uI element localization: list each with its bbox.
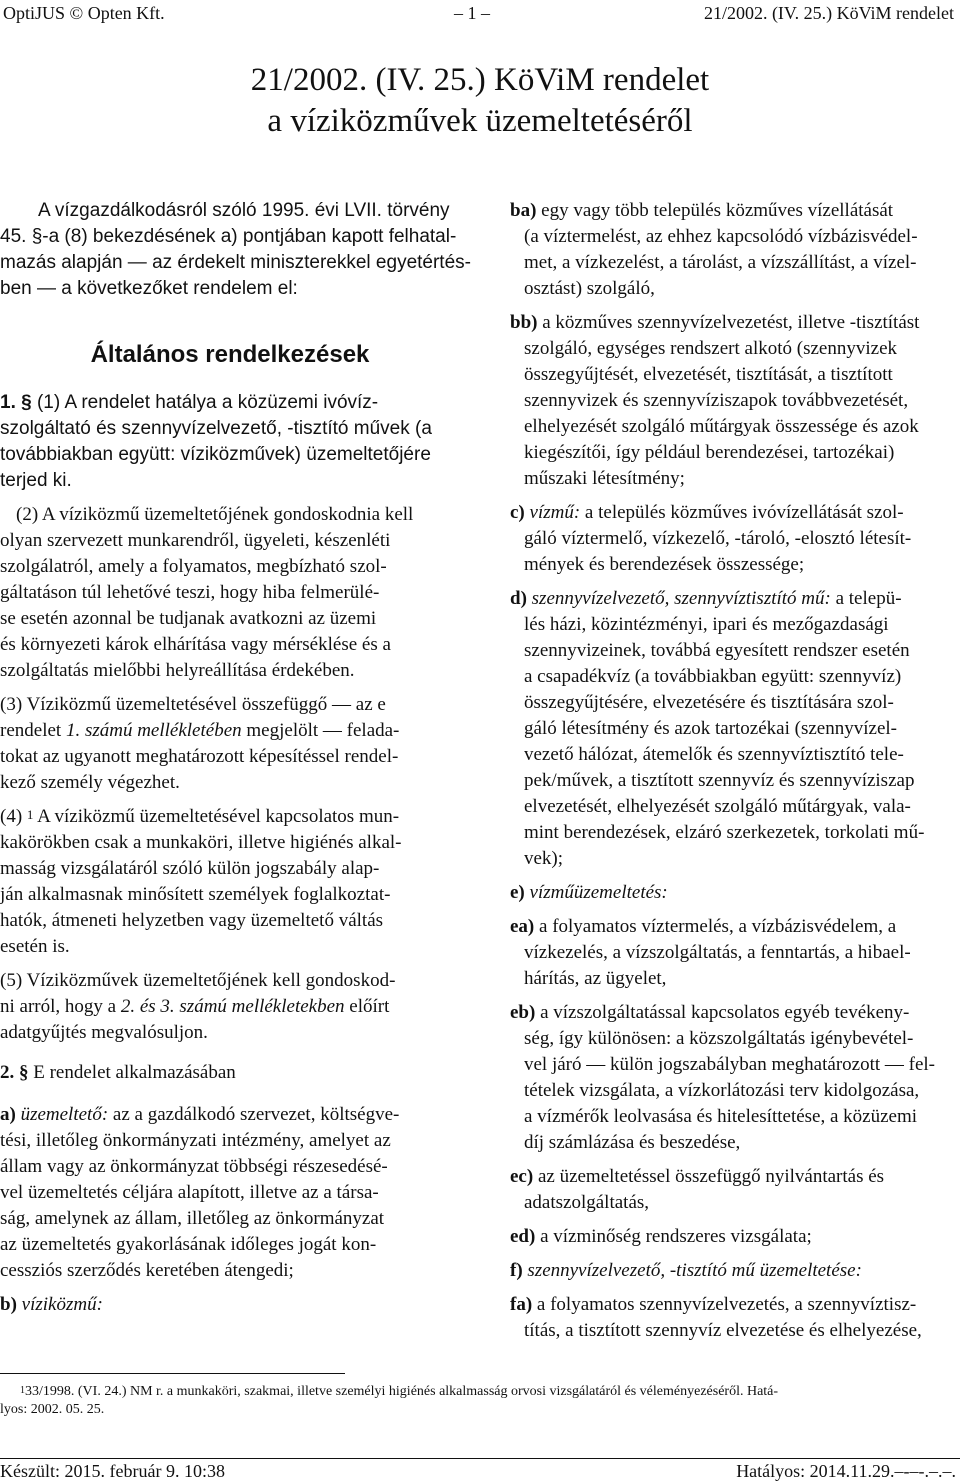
footnote: $^1$33/1998. (VI. 24.) NM r. a munkaköri, szakmai, illetve személyi higiénés alkalmasság orvosi vizsgálatáról és véleményezéséről. Hatá- lyos: 2002. 05. 25. <box>0 1384 779 1417</box>
defined-term: víziközmű: <box>21 1294 103 1315</box>
footer-rule <box>0 1458 960 1459</box>
definition-e: e) vízműüzemeltetés: <box>510 882 668 903</box>
footer-effective: Hatályos: 2014.11.29.–-–-.–.–. <box>736 1461 956 1481</box>
footnote-rule <box>0 1373 345 1374</box>
definition-c: c) vízmű: a település közműves ivóvízellátását szol- gáló víztermelő, vízkezelő, -tároló, -elosztó létesít- mények és berendezések összessége; <box>510 502 912 575</box>
footnote-marker[interactable]: 1 <box>26 807 34 822</box>
paragraph-1: 1. § (1) A rendelet hatálya a közüzemi ivóvíz- szolgáltató és szennyvízelvezető, -tisztító művek (a továbbiakban együtt: víziközművek) üzemeltetőjére terjed ki. <box>0 392 432 491</box>
defined-term: szennyvízelvezető, szennyvíztisztító mű: <box>531 588 831 609</box>
annex-reference: 1. számú mellékletében <box>65 720 242 741</box>
definition-eb: eb) a vízszolgáltatással kapcsolatos egyéb tevékeny- ség, így különösen: a közszolgáltatás igénybevétel- vel járó — külön jogszabályban meghatározott — fel- tételek vizsgálata, a vízkorlátozási terv kidolgozása, a vízmérők leolvasása és hitelesíttetése, a közüzemi díj számlázása és beszedése, <box>510 1002 936 1153</box>
paragraph-2: (2) A víziközmű üzemeltetőjének gondoskodnia kell olyan szervezett munkarendről, ügyeleti, készenléti szolgálatról, amely a folyamatos, megbízható szol- gáltatáson túl lehetővé teszi, hogy hiba felmerülé- se esetén azonnal be tudjanak avatkozni az üzemi és környezeti károk elhárítása vagy mérséklése és a szolgáltatás mielőbbi helyreállítása érdekében. <box>0 504 414 681</box>
definition-fa: fa) a folyamatos szennyvízelvezetés, a szennyvíztisz- títás, a tisztított szennyvíz elvezetése és elhelyezése, <box>510 1294 922 1341</box>
defined-term: vízmű: <box>529 502 581 523</box>
paragraph-4: (4) $^1$ A víziközmű üzemeltetésével kapcsolatos mun- kakörökben csak a munkaköri, illetve higiénés alkal- masság vizsgálatáról szóló külön jogszabály alap- ján alkalmasnak minősített személyek foglalkoztat- hatók, átmeneti helyzetben vagy üzemeltető váltás esetén is. <box>0 806 402 957</box>
footer-created: Készült: 2015. február 9. 10:38 <box>0 1461 225 1481</box>
left-column <box>0 198 471 1318</box>
definition-ea: ea) a folyamatos víztermelés, a vízbázisvédelem, a vízkezelés, a vízszolgáltatás, a fenntartás, a hibael- hárítás, az ügyelet, <box>510 916 911 989</box>
section-heading: Általános rendelkezések <box>90 341 370 368</box>
header-doc-title: 21/2002. (IV. 25.) KöViM rendelet <box>703 3 954 23</box>
paragraph-6: 2. § E rendelet alkalmazásában <box>0 1062 236 1083</box>
defined-term: szennyvízelvezető, -tisztító mű üzemeltetése: <box>527 1260 862 1281</box>
definition-ba: ba) egy vagy több település közműves vízellátását (a víztermelést, az ehhez kapcsolódó vízbázisvédel- met, a vízkezelést, a tárolást, a vízszállítást, a vízel- osztást) szolgáló, <box>510 200 918 299</box>
section-number-2: 2. § <box>0 1062 29 1083</box>
definition-ed: ed) a vízminőség rendszeres vizsgálata; <box>510 1226 812 1247</box>
annex-reference: 2. és 3. számú mellékletekben <box>120 996 345 1017</box>
definition-ec: ec) az üzemeltetéssel összefüggő nyilvántartás és adatszolgáltatás, <box>510 1166 885 1213</box>
section-number-1: 1. § <box>0 392 32 413</box>
defined-term: üzemeltető: <box>20 1104 109 1125</box>
definition-bb: bb) a közműves szennyvízelvezetést, illetve -tisztítást szolgáló, egységes rendszert alkotó (szennyvizek összegyűjtését, elvezetését, tisztítását, a tisztított szennyvizek és szennyvíziszapok továbbvezetését, elhelyezését szolgáló műtárgyak összessége és azok kiegészítői, így például berendezései, tartozékai) műszaki létesítmény; <box>510 312 920 489</box>
definition-f: f) szennyvízelvezető, -tisztító mű üzemeltetése: <box>510 1260 862 1281</box>
paragraph-3: (3) Víziközmű üzemeltetésével összefüggő — az e rendelet 1. számú mellékletében megjelölt — felada- tokat az ugyanott meghatározott képesítéssel rendel- kező személy végezhet. <box>0 694 400 793</box>
preamble: A vízgazdálkodásról szóló 1995. évi LVII. törvény 45. §-a (8) bekezdésének a) pontjában kapott felhatal- mazás alapján — az érdekelt miniszterekkel egyetértés- ben — a következőket rendelem el: <box>0 200 471 299</box>
right-column <box>510 198 960 1344</box>
definition-a: a) üzemeltető: az a gazdálkodó szervezet, költségve- tési, illetőleg önkormányzati intézmény, amelyet az állam vagy az önkormányzat többségi részesedésé- vel üzemeltetés céljára alapított, illetve az a társa- ság, amelynek az állam, illetőleg az önkormányzat az üzemeltetés gyakorlásának időleges jogát kon- cessziós szerződés keretében átengedi; <box>0 1104 400 1281</box>
document-title: 21/2002. (IV. 25.) KöViM rendelet <box>250 62 710 98</box>
document-subtitle: a víziközművek üzemeltetéséről <box>267 103 693 139</box>
defined-term: vízműüzemeltetés: <box>529 882 668 903</box>
footnote-number: 1 <box>20 1385 25 1396</box>
header-source: OptiJUS © Opten Kft. <box>3 3 165 23</box>
definition-b: b) víziközmű: <box>0 1294 103 1315</box>
paragraph-5: (5) Víziközművek üzemeltetőjének kell gondoskod- ni arról, hogy a 2. és 3. számú mellékletekben előírt adatgyűjtés megvalósuljon. <box>0 970 396 1043</box>
definition-d: d) szennyvízelvezető, szennyvíztisztító mű: a telepü- lés házi, közintézményi, ipari és mezőgazdasági szennyvizeinek, továbbá egyesített rendszer esetén a csapadékvíz (a továbbiakban együtt: szennyvíz) összegyűjtésére, elvezetésére és tisztítására szol- gáló létesítmény és azok tartozékai (szennyvízel- vezető hálózat, átemelők és szennyvíztisztító tele- pek/művek, a tisztított szennyvíz és szennyvíziszap elvezetését, elhelyezését szolgáló műtárgyak, vala- mint berendezések, elzáró szerkezetek, torkolati mű- vek); <box>510 588 925 869</box>
header-page-number: – 1 – <box>454 3 490 23</box>
